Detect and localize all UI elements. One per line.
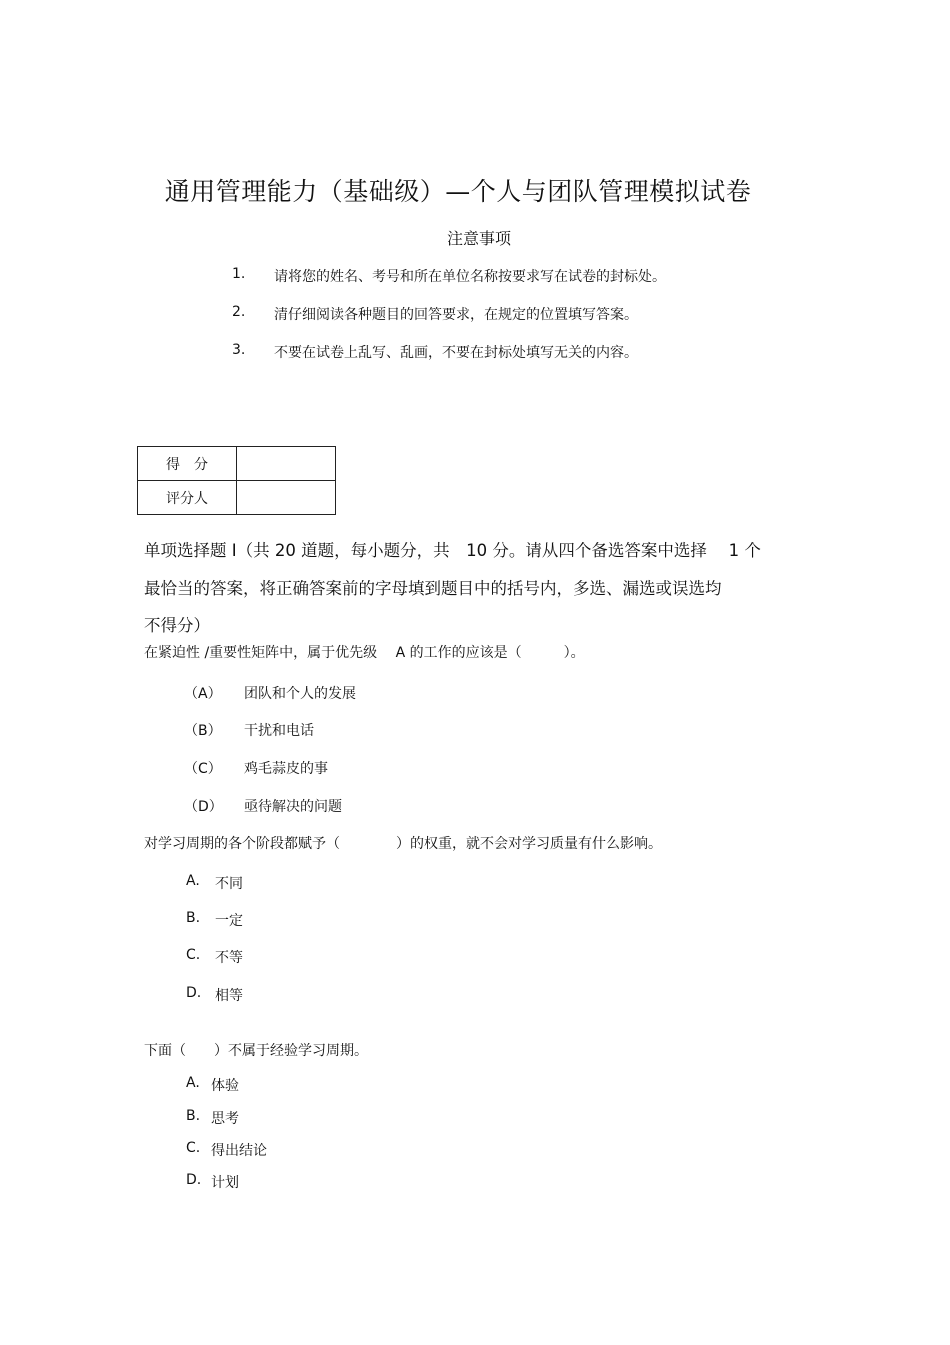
score-label: 得 分	[138, 447, 237, 481]
option-key: A.	[186, 873, 200, 889]
option-text: 团队和个人的发展	[244, 686, 356, 702]
notice-text: 清仔细阅读各种题目的回答要求，在规定的位置填写答案。	[274, 307, 638, 323]
grader-value-cell[interactable]	[237, 481, 336, 515]
option-text: 思考	[211, 1111, 239, 1127]
page-title: 通用管理能力（基础级）—个人与团队管理模拟试卷	[164, 177, 752, 206]
question-text: 对学习周期的各个阶段都赋予（ ）的权重，就不会对学习质量有什么影响。	[144, 836, 662, 852]
option-key: D.	[186, 1172, 202, 1188]
option-key: （C）	[184, 761, 222, 777]
notice-number: 1.	[232, 266, 246, 282]
option-key: （A）	[184, 686, 222, 702]
section-instruction-line: 不得分）	[144, 616, 210, 635]
option-text: 鸡毛蒜皮的事	[244, 761, 328, 777]
section-instruction-line: 最恰当的答案，将正确答案前的字母填到题目中的括号内，多选、漏选或误选均	[144, 579, 722, 598]
option-key: （B）	[184, 723, 222, 739]
option-key: B.	[186, 910, 201, 926]
option-text: 亟待解决的问题	[244, 799, 342, 815]
notice-text: 不要在试卷上乱写、乱画，不要在封标处填写无关的内容。	[274, 345, 638, 361]
notice-number: 3.	[232, 342, 246, 358]
option-key: C.	[186, 947, 201, 963]
notice-number: 2.	[232, 304, 246, 320]
option-text: 计划	[211, 1175, 239, 1191]
score-table	[137, 446, 336, 515]
option-text: 不同	[215, 876, 243, 892]
option-key: B.	[186, 1108, 201, 1124]
option-text: 相等	[215, 988, 243, 1004]
option-text: 体验	[211, 1078, 239, 1094]
option-text: 得出结论	[211, 1143, 267, 1159]
grader-label: 评分人	[138, 481, 237, 515]
option-text: 一定	[215, 913, 243, 929]
question-text: 下面（ ）不属于经验学习周期。	[144, 1043, 368, 1059]
notice-text: 请将您的姓名、考号和所在单位名称按要求写在试卷的封标处。	[274, 269, 666, 285]
question-text: 在紧迫性 /重要性矩阵中，属于优先级 A 的工作的应该是（ ）。	[144, 645, 585, 661]
option-key: （D）	[184, 799, 223, 815]
option-key: D.	[186, 985, 202, 1001]
section-instruction-line: 单项选择题 Ⅰ（共 20 道题，每小题分，共 10 分。请从四个备选答案中选择 1 个	[144, 541, 761, 560]
score-value-cell[interactable]	[237, 447, 336, 481]
score-row	[138, 447, 336, 481]
option-text: 干扰和电话	[244, 723, 314, 739]
option-key: C.	[186, 1140, 201, 1156]
grader-row	[138, 481, 336, 515]
notice-heading: 注意事项	[446, 229, 511, 248]
option-text: 不等	[215, 950, 243, 966]
option-key: A.	[186, 1075, 200, 1091]
